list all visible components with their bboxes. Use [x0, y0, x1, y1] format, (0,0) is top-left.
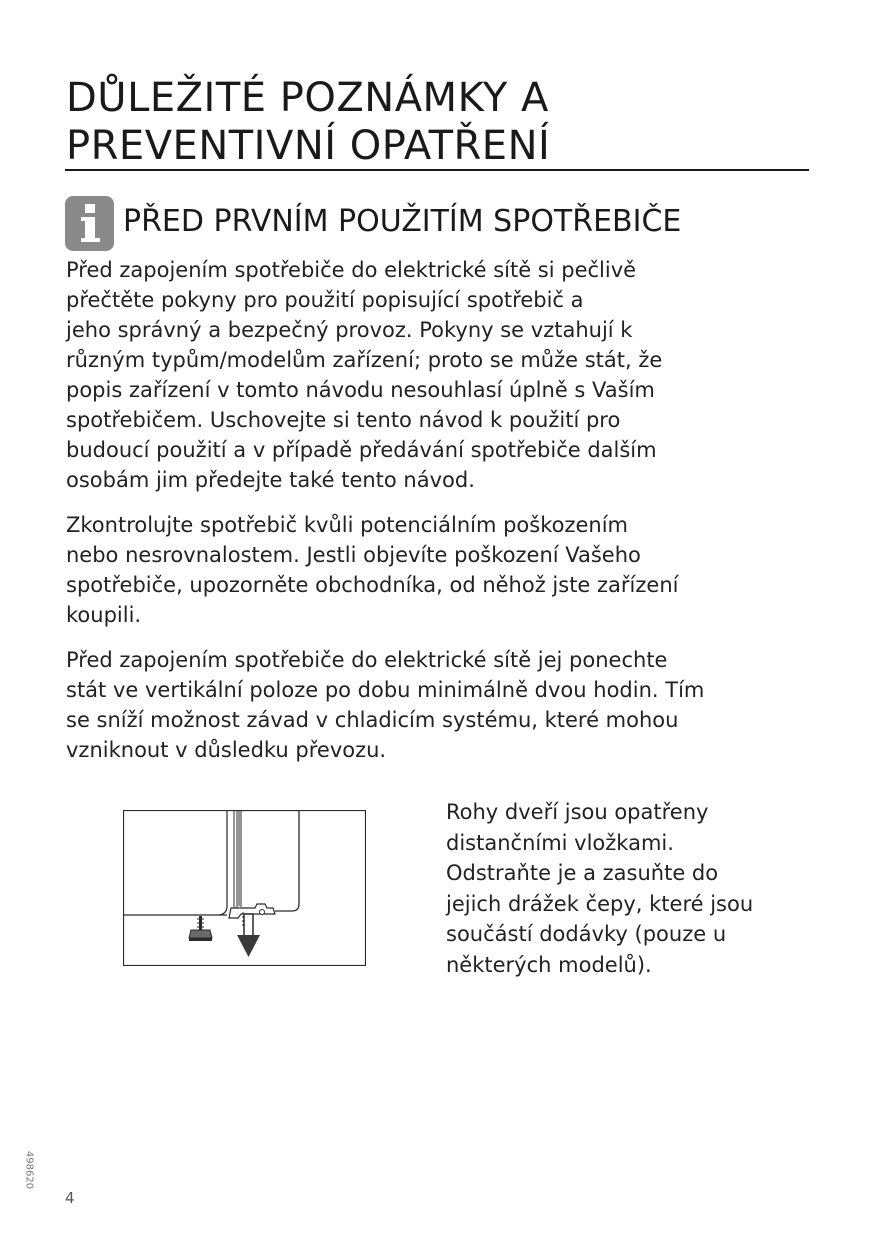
page-number: 4: [65, 1189, 75, 1207]
text-line: osobám jim předejte také tento návod.: [66, 468, 475, 492]
caption-line: některých modelů).: [446, 952, 652, 977]
section-heading: [65, 196, 809, 252]
door-spacer-illustration: [123, 810, 366, 966]
section-title: PŘED PRVNÍM POUŽITÍM SPOTŘEBIČE: [123, 204, 682, 239]
page-title-line-1: DŮLEŽITÉ POZNÁMKY A: [66, 75, 549, 121]
text-line: jeho správný a bezpečný provoz. Pokyny se vztahují k: [66, 318, 633, 342]
paragraph-vertical-position: [66, 645, 814, 765]
page-title-line-2: PREVENTIVNÍ OPATŘENÍ: [66, 123, 551, 169]
paragraph-check-damage: [66, 510, 814, 630]
text-line: budoucí použití a v případě předávání spotřebiče dalším: [66, 438, 657, 462]
text-line: koupili.: [66, 603, 142, 627]
text-line: Před zapojením spotřebiče do elektrické sítě jej ponechte: [66, 648, 668, 672]
text-line: Před zapojením spotřebiče do elektrické sítě si pečlivě: [66, 258, 637, 282]
text-line: vzniknout v důsledku převozu.: [66, 738, 387, 762]
caption-line: Odstraňte je a zasuňte do: [446, 861, 719, 885]
caption-line: Rohy dveří jsou opatřeny: [446, 800, 709, 824]
caption-line: součástí dodávky (pouze u: [446, 922, 727, 946]
page-title: [66, 74, 808, 170]
info-icon: [65, 196, 114, 251]
text-line: Zkontrolujte spotřebič kvůli potenciálním poškozením: [66, 513, 629, 537]
text-line: spotřebiče, upozorněte obchodníka, od něhož jste zařízení: [66, 573, 679, 597]
text-line: se sníží možnost závad v chladicím systému, které mohou: [66, 708, 679, 732]
title-underline: [65, 169, 809, 171]
figure-caption: [446, 797, 816, 980]
document-code: [14, 1150, 44, 1190]
document-code-text: 498620: [23, 1150, 35, 1190]
text-line: přečtěte pokyny pro použití popisující spotřebič a: [66, 288, 584, 312]
text-line: stát ve vertikální poloze po dobu minimálně dvou hodin. Tím: [66, 678, 705, 702]
caption-line: jejich drážek čepy, které jsou: [446, 891, 754, 916]
text-line: různým typům/modelům zařízení; proto se může stát, že: [66, 348, 663, 372]
text-line: spotřebičem. Uschovejte si tento návod k použití pro: [66, 408, 621, 432]
paragraph-before-first-use: [66, 255, 814, 495]
text-line: nebo nesrovnalostem. Jestli objevíte poškození Vašeho: [66, 543, 641, 567]
caption-line: distančními vložkami.: [446, 830, 674, 855]
text-line: popis zařízení v tomto návodu nesouhlasí úplně s Vaším: [66, 378, 655, 402]
